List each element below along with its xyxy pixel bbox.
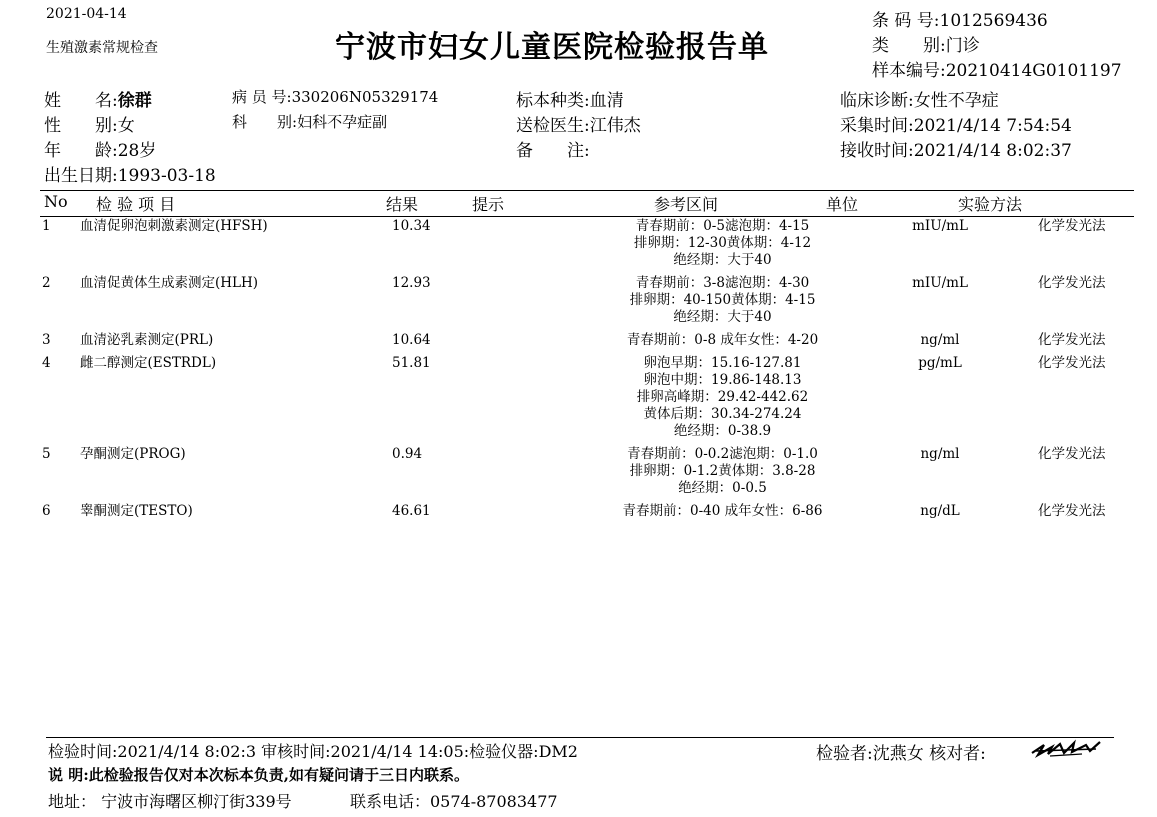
patient-gender: 女 — [117, 116, 135, 136]
barcode-label: 条 码 号: — [872, 11, 940, 31]
col-header-unit: 单位 — [826, 195, 859, 214]
table-row — [42, 275, 1132, 332]
results-table-body — [42, 218, 1132, 526]
checker-signature-icon — [1030, 739, 1102, 759]
row-reference-range — [565, 503, 880, 526]
type-value: 门诊 — [945, 36, 980, 56]
specimen-row — [516, 86, 624, 111]
reference-line: 青春期前：0-5滤泡期：4-15 — [635, 218, 810, 234]
dept-value: 妇科不孕症副 — [297, 113, 388, 131]
tester-label: 检验者: — [816, 744, 873, 764]
row-unit: mIU/mL — [912, 218, 968, 234]
reference-line: 黄体后期：30.34-274.24 — [643, 406, 802, 422]
name-label: 姓 名: — [44, 91, 118, 111]
row-tip — [510, 446, 565, 503]
patient-no-row — [232, 86, 438, 107]
diagnosis-row — [840, 86, 999, 111]
page-title: 宁波市妇女儿童医院检验报告单 — [335, 30, 769, 65]
table-row — [42, 355, 1132, 446]
col-header-item: 检 验 项 目 — [96, 195, 176, 214]
row-item-name: 雌二醇测定(ESTRDL) — [80, 355, 217, 371]
gender-label: 性 别: — [44, 116, 118, 136]
instrument-label: 检验仪器: — [469, 742, 539, 761]
diagnosis-value: 女性不孕症 — [913, 91, 999, 111]
row-result: 0.94 — [392, 446, 423, 462]
reference-line: 青春期前：3-8滤泡期：4-30 — [635, 275, 810, 291]
type-label: 类 别: — [872, 36, 946, 56]
reference-line: 排卵期：40-150黄体期：4-15 — [629, 292, 816, 308]
row-method: 化学发光法 — [1038, 503, 1106, 519]
disclaimer-note: 说 明:此检验报告仅对本次标本负责,如有疑问请于三日内联系。 — [48, 766, 469, 784]
reference-line: 青春期前：0-8 成年女性：4-20 — [626, 332, 819, 348]
table-top-rule — [40, 190, 1134, 191]
patient-name: 徐群 — [117, 91, 152, 111]
diagnosis-label: 临床诊断: — [840, 91, 914, 111]
collect-time-label: 采集时间: — [840, 116, 914, 136]
patient-dob: 1993-03-18 — [117, 166, 216, 186]
sample-value: 20210414G0101197 — [945, 61, 1122, 81]
row-unit: ng/dL — [920, 503, 960, 519]
dob-label: 出生日期: — [44, 166, 118, 186]
specimen-label: 标本种类: — [516, 91, 590, 111]
instrument-value: DM2 — [538, 742, 578, 761]
row-method: 化学发光法 — [1038, 218, 1106, 234]
row-no: 3 — [42, 332, 51, 348]
receive-time-row — [840, 136, 1072, 161]
row-no: 6 — [42, 503, 51, 519]
row-result: 12.93 — [392, 275, 431, 291]
results-table — [42, 218, 1132, 526]
footer-signers — [816, 739, 986, 764]
footer-rule — [46, 737, 1114, 738]
test-category: 生殖激素常规检查 — [46, 40, 158, 56]
row-item-name: 孕酮测定(PROG) — [80, 446, 186, 462]
col-header-ref: 参考区间 — [654, 195, 719, 214]
row-result: 10.64 — [392, 332, 431, 348]
hospital-phone: 联系电话：0574-87083477 — [350, 792, 558, 811]
reference-line: 青春期前：0-0.2滤泡期：0-1.0 — [627, 446, 818, 462]
table-header-rule — [40, 216, 1134, 217]
age-label: 年 龄: — [44, 141, 118, 161]
row-no: 2 — [42, 275, 51, 291]
row-unit: ng/ml — [920, 332, 960, 348]
row-tip — [510, 332, 565, 355]
col-header-no: No — [44, 192, 68, 211]
row-item-name: 血清促卵泡刺激素测定(HFSH) — [80, 218, 268, 234]
patient-no: 330206N05329174 — [291, 88, 439, 106]
patient-age-row — [44, 136, 156, 161]
row-method: 化学发光法 — [1038, 332, 1106, 348]
table-row — [42, 332, 1132, 355]
sample-row — [872, 56, 1122, 81]
reference-line: 排卵期：0-1.2黄体期：3.8-28 — [629, 463, 816, 479]
remark-row — [516, 136, 590, 161]
review-time-value: 2021/4/14 14:05: — [330, 742, 470, 761]
reference-line: 绝经期：大于40 — [673, 309, 772, 325]
row-reference-range — [565, 332, 880, 355]
row-tip — [510, 218, 565, 275]
table-row — [42, 218, 1132, 275]
row-unit: pg/mL — [918, 355, 962, 371]
report-date: 2021-04-14 — [46, 6, 127, 22]
reference-line: 青春期前：0-40 成年女性：6-86 — [622, 503, 823, 519]
row-item-name: 睾酮测定(TESTO) — [80, 503, 193, 519]
col-header-method: 实验方法 — [958, 195, 1023, 214]
test-time-label: 检验时间: — [48, 742, 118, 761]
dept-row — [232, 111, 387, 132]
collect-time-row — [840, 111, 1072, 136]
hospital-address: 地址： 宁波市海曙区柳汀街339号 — [48, 792, 292, 811]
patient-no-label: 病 员 号: — [232, 88, 292, 106]
doctor-value: 江伟杰 — [589, 116, 641, 136]
review-time-label: 审核时间: — [261, 742, 331, 761]
row-reference-range — [565, 218, 880, 275]
barcode-value: 1012569436 — [939, 11, 1048, 31]
row-method: 化学发光法 — [1038, 275, 1106, 291]
dept-label: 科 别: — [232, 113, 298, 131]
col-header-tip: 提示 — [472, 195, 505, 214]
row-unit: ng/ml — [920, 446, 960, 462]
reference-line: 排卵期：12-30黄体期：4-12 — [633, 235, 812, 251]
specimen-value: 血清 — [589, 91, 624, 111]
patient-gender-row — [44, 111, 135, 136]
reference-line: 卵泡早期：15.16-127.81 — [643, 355, 802, 371]
row-tip — [510, 503, 565, 526]
reference-line: 卵泡中期：19.86-148.13 — [643, 372, 802, 388]
checker-label: 核对者: — [929, 744, 986, 764]
remark-label: 备 注: — [516, 141, 590, 161]
row-no: 5 — [42, 446, 51, 462]
row-result: 51.81 — [392, 355, 431, 371]
patient-name-row — [44, 86, 152, 111]
row-result: 10.34 — [392, 218, 431, 234]
tester-value: 沈燕女 — [872, 744, 924, 764]
row-unit: mIU/mL — [912, 275, 968, 291]
row-item-name: 血清促黄体生成素测定(HLH) — [80, 275, 259, 291]
table-row — [42, 503, 1132, 526]
row-reference-range — [565, 275, 880, 332]
reference-line: 绝经期：大于40 — [673, 252, 772, 268]
reference-line: 绝经期：0-38.9 — [673, 423, 772, 439]
barcode-row — [872, 6, 1048, 31]
doctor-label: 送检医生: — [516, 116, 590, 136]
collect-time-value: 2021/4/14 7:54:54 — [913, 116, 1072, 136]
row-no: 4 — [42, 355, 51, 371]
table-row — [42, 446, 1132, 503]
reference-line: 绝经期：0-0.5 — [678, 480, 767, 496]
row-method: 化学发光法 — [1038, 446, 1106, 462]
type-row — [872, 31, 980, 56]
reference-line: 排卵高峰期：29.42-442.62 — [636, 389, 809, 405]
sample-label: 样本编号: — [872, 61, 946, 81]
row-result: 46.61 — [392, 503, 431, 519]
doctor-row — [516, 111, 641, 136]
receive-time-label: 接收时间: — [840, 141, 914, 161]
row-method: 化学发光法 — [1038, 355, 1106, 371]
row-item-name: 血清泌乳素测定(PRL) — [80, 332, 214, 348]
col-header-result: 结果 — [386, 195, 419, 214]
row-tip — [510, 355, 565, 446]
row-no: 1 — [42, 218, 51, 234]
row-reference-range — [565, 446, 880, 503]
patient-age: 28岁 — [117, 141, 157, 161]
test-time-value: 2021/4/14 8:02:3 — [117, 742, 257, 761]
patient-dob-row — [44, 161, 216, 186]
receive-time-value: 2021/4/14 8:02:37 — [913, 141, 1072, 161]
row-reference-range — [565, 355, 880, 446]
footer-times — [48, 739, 578, 762]
row-tip — [510, 275, 565, 332]
